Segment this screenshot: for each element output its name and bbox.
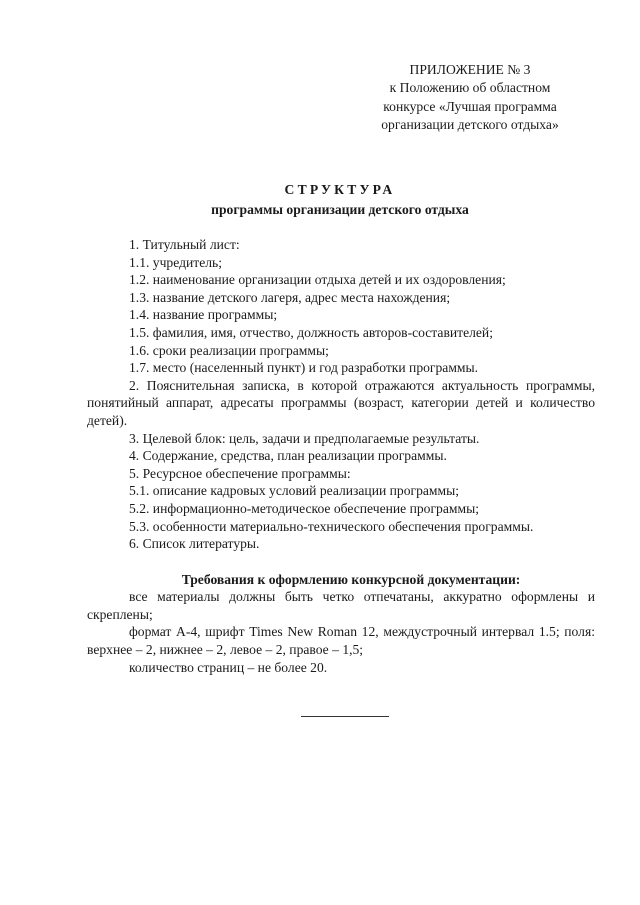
structure-item: 1.3. название детского лагеря, адрес места нахождения; (129, 289, 451, 305)
structure-item: 5.1. описание кадровых условий реализации программы; (129, 483, 460, 499)
appendix-reference: к Положению об областном (389, 80, 551, 96)
structure-item: 1.7. место (населенный пункт) и год разработки программы. (129, 360, 479, 376)
structure-item: 1.6. сроки реализации программы; (129, 342, 329, 358)
appendix-number: ПРИЛОЖЕНИЕ № 3 (409, 62, 531, 77)
structure-item: 1. Титульный лист: (129, 237, 240, 252)
structure-item: 2. Пояснительная записка, в которой отражаются актуальность программы, понятийный аппарат, адресаты программы (возраст, категории детей и количество детей). (87, 377, 595, 428)
document-title: СТРУКТУРА (284, 182, 396, 197)
structure-item: 1.2. наименование организации отдыха детей и их оздоровления; (129, 272, 506, 288)
requirements-title: Требования к оформлению конкурсной документации: (181, 571, 521, 587)
appendix-contest: конкурсе «Лучшая программа (383, 98, 557, 114)
structure-item: 5. Ресурсное обеспечение программы: (129, 465, 351, 481)
document-body (87, 236, 595, 676)
requirement-item: формат А-4, шрифт Times New Roman 12, междустрочный интервал 1.5; поля: верхнее – 2, нижнее – 2, левое – 2, правое – 1,5; (87, 624, 595, 658)
structure-item: 1.1. учредитель; (129, 254, 222, 270)
appendix-contest-name: организации детского отдыха» (381, 117, 559, 133)
document-subtitle: программы организации детского отдыха (211, 202, 469, 217)
closing-divider (301, 716, 389, 717)
structure-item: 1.4. название программы; (129, 307, 278, 323)
structure-item: 5.2. информационно-методическое обеспечение программы; (129, 500, 479, 516)
requirement-item: количество страниц – не более 20. (129, 659, 328, 675)
structure-item: 5.3. особенности материально-технического обеспечения программы. (129, 518, 534, 534)
structure-item: 4. Содержание, средства, план реализации программы. (129, 448, 447, 464)
structure-item: 6. Список литературы. (129, 536, 260, 552)
structure-item: 1.5. фамилия, имя, отчество, должность авторов-составителей; (129, 324, 493, 340)
structure-item: 3. Целевой блок: цель, задачи и предполагаемые результаты. (129, 430, 480, 446)
requirement-item: все материалы должны быть четко отпечатаны, аккуратно оформлены и скреплены; (87, 589, 595, 622)
appendix-header (345, 61, 595, 135)
